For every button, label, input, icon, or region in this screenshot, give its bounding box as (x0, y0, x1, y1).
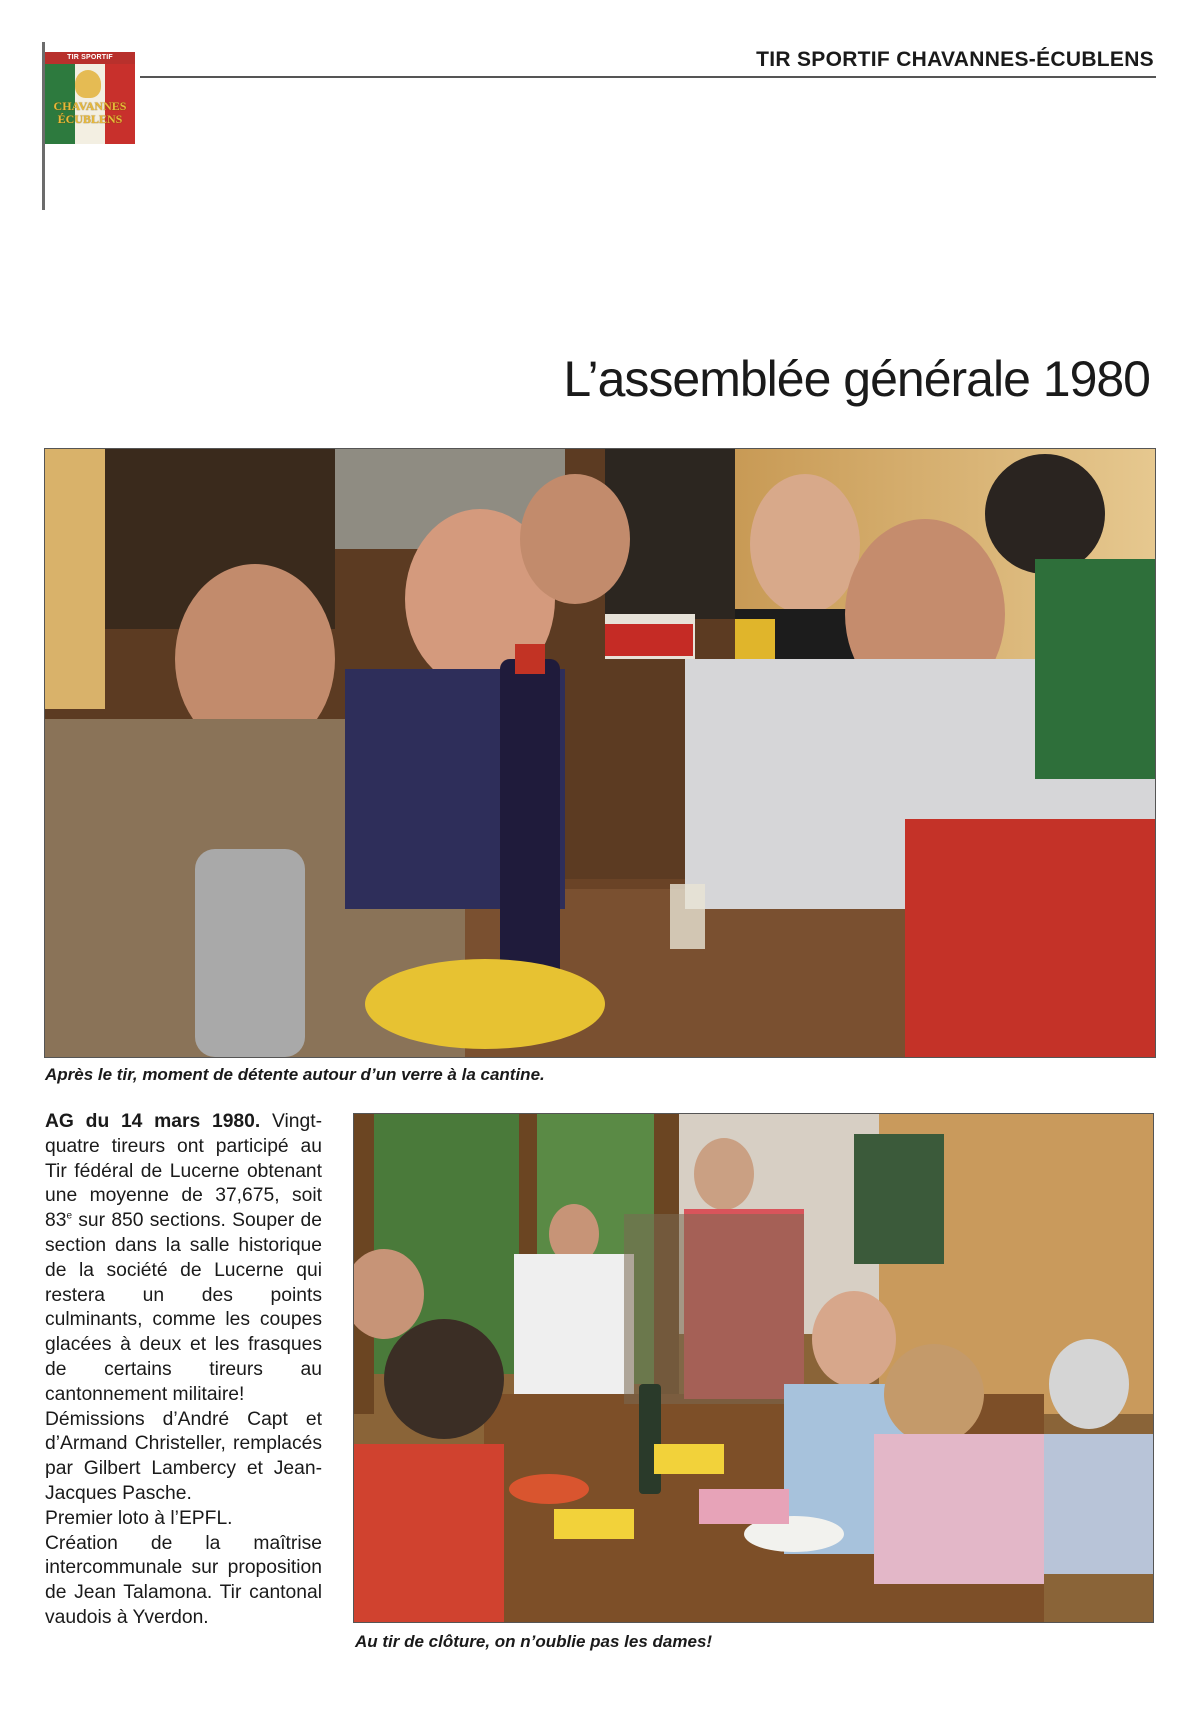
article-p1-b: sur 850 sections. Souper de section dans la salle historique de la société de Lucerne qui restera un des points culminants, comme les coupes glacées à deux et les frasques de certains tireurs au cantonnement militaire! (45, 1210, 322, 1405)
article-lead: AG du 14 mars 1980. (45, 1111, 261, 1132)
article-paragraph-1 (45, 1110, 322, 1408)
flag-emblem-icon (75, 70, 101, 98)
article-paragraph-4: Création de la maîtrise intercommunale sur proposition de Jean Talamona. Tir cantonal vaudois à Yverdon. (45, 1532, 322, 1628)
flag-band-text: TIR SPORTIF (67, 54, 113, 61)
photo-tir-cloture (353, 1113, 1154, 1623)
header-rule (140, 76, 1156, 78)
article-p1-sup: e (66, 1210, 73, 1222)
header-title: TIR SPORTIF CHAVANNES-ÉCUBLENS (756, 48, 1154, 71)
photo-cantine-caption: Après le tir, moment de détente autour d’un verre à la cantine. (45, 1065, 545, 1084)
article-paragraph-2: Démissions d’André Capt et d’Armand Christeller, remplacés par Gilbert Lambercy et Jean-Jacques Pasche. (45, 1408, 322, 1504)
article-p1-a: Vingt-quatre tireurs ont participé au Tir fédéral de Lucerne obtenant une moyenne de 37,675, soit 83 (45, 1111, 322, 1232)
flag-band (45, 52, 135, 64)
photo-cantine (44, 448, 1156, 1058)
flag-cloth (45, 52, 135, 144)
photo-tir-cloture-image (354, 1114, 1153, 1622)
club-flag-logo (42, 42, 152, 212)
article-body (45, 1110, 322, 1631)
photo-cantine-image (45, 449, 1155, 1057)
article-paragraph-3: Premier loto à l’EPFL. (45, 1507, 233, 1529)
flag-text-line1: CHAVANNES (53, 99, 127, 113)
photo-tir-cloture-caption: Au tir de clôture, on n’oublie pas les dames! (355, 1632, 713, 1651)
page-title: L’assemblée générale 1980 (563, 351, 1150, 407)
flag-text (45, 100, 135, 126)
flag-text-line2: ÉCUBLENS (57, 112, 123, 126)
